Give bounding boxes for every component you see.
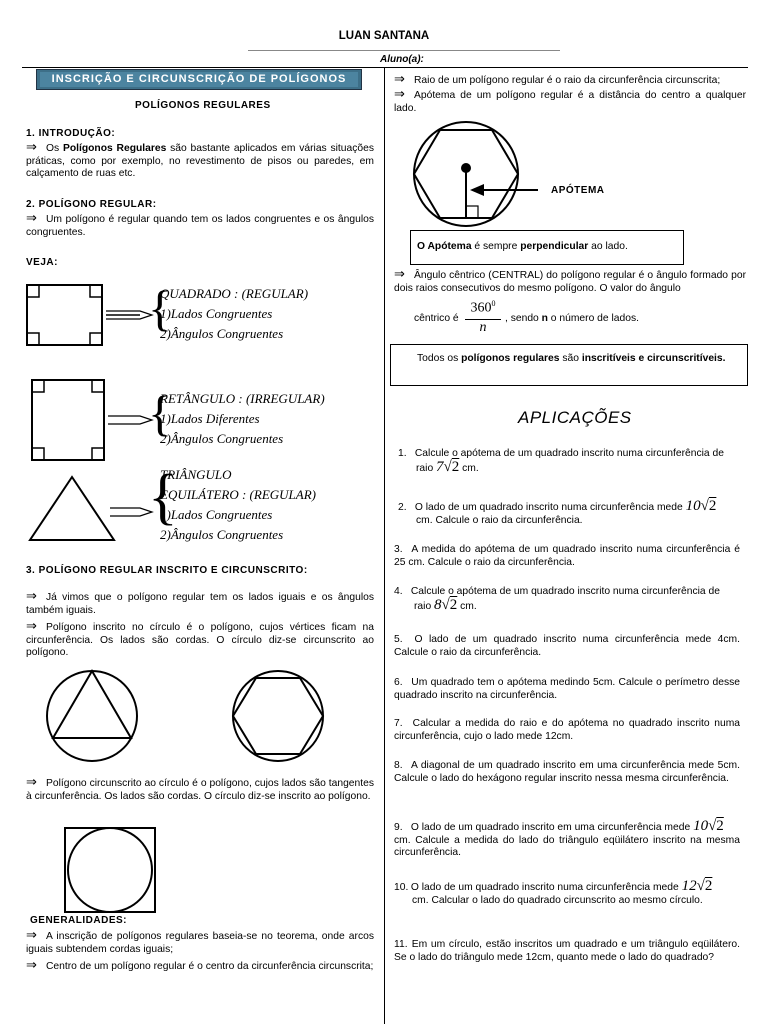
rectangle-props: RETÂNGULO : (IRREGULAR) 1)Lados Diferentes 2)Ângulos Congruentes	[160, 391, 325, 446]
implies-arrow-icon: ⇒	[26, 927, 37, 942]
generalidades-paragraph-2: ⇒ Centro de um polígono regular é o centro da circunferência circunscrita;	[26, 957, 374, 972]
angulo-formula-prefix: cêntrico é	[414, 313, 459, 324]
sqrt-expression: 7√2	[436, 458, 460, 475]
subtitle: POLÍGONOS REGULARES	[135, 100, 271, 111]
question-11: 11. Em um círculo, estão inscritos um quadrado e um triângulo eqüilátero. Se o lado do triângulo mede 12cm, quanto mede o lado do quadrado?	[394, 939, 740, 963]
question-1: 1. Calcule o apótema de um quadrado inscrito numa circunferência de raio 7√2 cm.	[398, 448, 724, 475]
intro-paragraph: ⇒ Os Polígonos Regulares são bastante aplicados em várias situações práticas, como por exemplo, no revestimento de pisos ou paredes, em calçamento de ruas etc.	[26, 139, 374, 179]
sqrt-expression: 8√2	[434, 596, 458, 613]
inscribed-polygons-figure	[45, 668, 365, 768]
banner-title: INSCRIÇÃO E CIRCUNSCRIÇÃO DE POLÍGONOS	[40, 72, 358, 87]
student-name: LUAN SANTANA	[338, 30, 430, 42]
sqrt-expression: 10√2	[693, 818, 724, 834]
intro-heading: 1. INTRODUÇÃO:	[26, 128, 116, 139]
question-2: 2. O lado de um quadrado inscrito numa circunferência mede 10√2 cm. Calcule o raio da circunferência.	[398, 498, 717, 526]
question-6: 6. Um quadrado tem o apótema medindo 5cm. Calcule o perímetro desse quadrado inscrito na circunferência.	[394, 677, 740, 701]
generalidades-heading: GENERALIDADES:	[30, 915, 128, 926]
inscrito-paragraph-1: ⇒ Já vimos que o polígono regular tem os lados iguais e os ângulos também iguais.	[26, 588, 374, 616]
fraction-numerator: $360^0$	[465, 299, 501, 320]
brace-icon: {	[148, 385, 172, 441]
brace-icon: {	[148, 463, 178, 531]
sqrt-expression: 10√2	[685, 498, 717, 514]
aplicacoes-heading: APLICAÇÕES	[518, 408, 632, 427]
apotema-label: APÓTEMA	[551, 185, 605, 196]
question-9: 9. O lado de um quadrado inscrito em uma circunferência mede 10√2 cm. Calcule a medida do lado do triângulo eqüilátero inscrito na mesma circunferência.	[394, 818, 740, 858]
square-props: QUADRADO : (REGULAR) 1)Lados Congruentes 2)Ângulos Congruentes	[160, 286, 309, 341]
question-5: 5. O lado de um quadrado inscrito numa circunferência mede 4cm. Calcule o raio da circunferência.	[394, 634, 740, 658]
question-7: 7. Calcular a medida do raio e do apótema no quadrado inscrito numa circunferência, cujo o lado mede 12cm.	[394, 718, 740, 742]
top-rule	[22, 67, 748, 68]
brace-icon: {	[148, 280, 172, 336]
square-figure	[22, 280, 157, 350]
name-underline	[248, 50, 560, 51]
question-3: 3. A medida do apótema de um quadrado inscrito numa circunferência é 25 cm. Calcule o raio da circunferência.	[394, 544, 740, 568]
question-10: 10. O lado de um quadrado inscrito numa circunferência mede 12√2 cm. Calcular o lado do quadrado circunscrito ao mesmo círculo.	[394, 878, 713, 906]
column-divider	[384, 67, 385, 1024]
inscrito-heading: 3. POLÍGONO REGULAR INSCRITO E CIRCUNSCRITO:	[26, 565, 308, 576]
sqrt-expression: 12√2	[681, 878, 713, 894]
implies-arrow-icon: ⇒	[26, 139, 37, 154]
aluno-label: Aluno(a):	[380, 54, 424, 65]
veja-heading: VEJA:	[26, 257, 58, 268]
question-8: 8. A diagonal de um quadrado inscrito em uma circunferência mede 5cm. Calcule o lado do hexágono regular inscrito nessa mesma circunferência.	[394, 760, 740, 784]
implies-arrow-icon: ⇒	[26, 618, 37, 633]
inscrito-paragraph-2: ⇒ Polígono inscrito no círculo é o polígono, cujos vértices ficam na circunferência. Os lados são cordas. O círculo diz-se circunscrito ao polígono.	[26, 618, 374, 658]
implies-arrow-icon: ⇒	[394, 266, 405, 281]
regular-heading: 2. POLÍGONO REGULAR:	[26, 199, 157, 210]
angulo-fraction	[465, 299, 501, 336]
fraction-denominator: n	[479, 319, 487, 335]
implies-arrow-icon: ⇒	[26, 588, 37, 603]
apotema-paragraph: ⇒ Apótema de um polígono regular é a distância do centro a qualquer lado.	[394, 86, 746, 114]
triangle-props: TRIÂNGULO EQUILÁTERO : (REGULAR) 1)Lados Congruentes 2)Ângulos Congruentes	[160, 467, 316, 542]
generalidades-paragraph-1: ⇒ A inscrição de polígonos regulares baseia-se no teorema, onde arcos iguais subtendem cordas iguais;	[26, 927, 374, 955]
apotema-figure	[410, 120, 540, 228]
circunscrito-paragraph: ⇒ Polígono circunscrito ao círculo é o polígono, cujos lados são tangentes à circunferência. Os lados são cordas. O círculo diz-se inscrito ao polígono.	[26, 774, 374, 802]
circumscribed-square-figure	[62, 825, 162, 915]
todos-text: Todos os polígonos regulares são inscritíveis e circunscritíveis.	[417, 353, 726, 364]
raio-paragraph: ⇒ Raio de um polígono regular é o raio da circunferência circunscrita;	[394, 71, 721, 86]
implies-arrow-icon: ⇒	[26, 774, 37, 789]
todos-box	[390, 344, 748, 386]
triangle-figure	[22, 472, 157, 547]
angulo-paragraph: ⇒ Ângulo cêntrico (CENTRAL) do polígono regular é o ângulo formado por dois raios consecutivos do mesmo polígono. O valor do ângulo	[394, 266, 746, 294]
implies-arrow-icon: ⇒	[394, 71, 405, 86]
question-4: 4. Calcule o apótema de um quadrado inscrito numa circunferência de raio 8√2 cm.	[394, 586, 720, 613]
apotema-note-box	[410, 230, 684, 265]
implies-arrow-icon: ⇒	[26, 210, 37, 225]
section-banner	[36, 69, 362, 90]
rectangle-figure	[22, 375, 157, 465]
apotema-note: O Apótema é sempre perpendicular ao lado.	[417, 241, 628, 252]
angulo-formula-suffix: , sendo n o número de lados.	[505, 313, 639, 324]
regular-paragraph: ⇒ Um polígono é regular quando tem os lados congruentes e os ângulos congruentes.	[26, 210, 374, 238]
implies-arrow-icon: ⇒	[26, 957, 37, 972]
implies-arrow-icon: ⇒	[394, 86, 405, 101]
